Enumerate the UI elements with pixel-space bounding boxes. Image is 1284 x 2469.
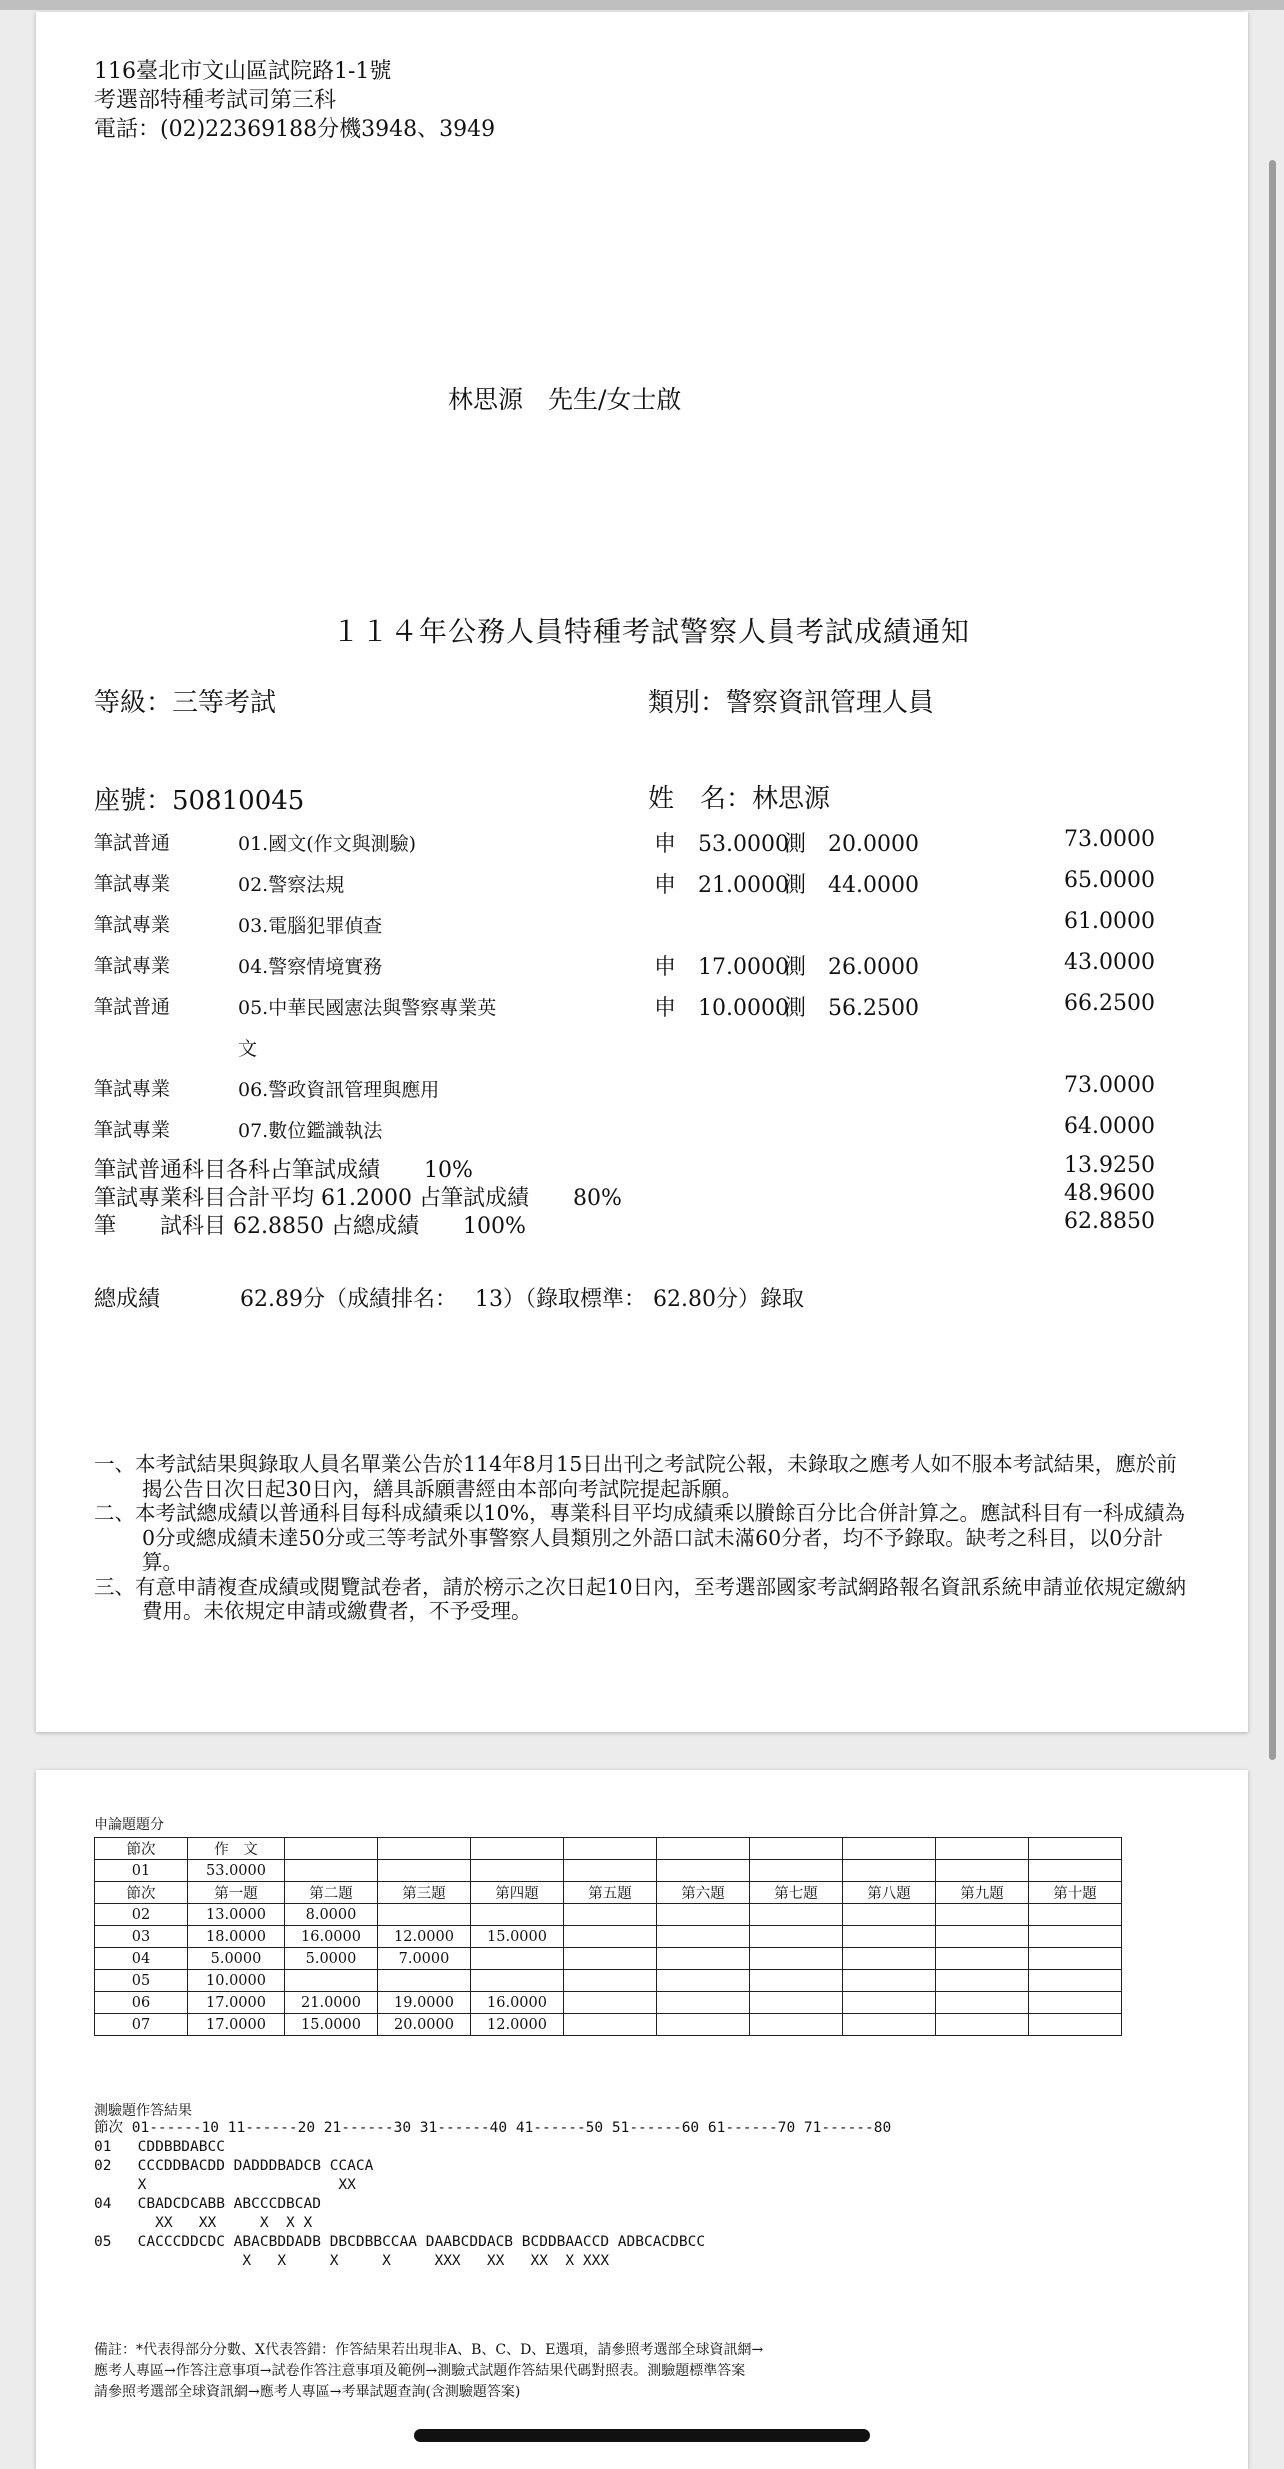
table-cell: 8.0000: [285, 1904, 378, 1926]
subject-type: 筆試普通: [94, 832, 171, 854]
test-line: 04 CBADCDCABB ABCCCDBCAD: [94, 2196, 321, 2212]
candidate-name: 姓 名：林思源: [648, 784, 831, 814]
table-cell: 06: [95, 1992, 188, 2014]
exam-category: 類別：警察資訊管理人員: [648, 688, 935, 718]
subject-type: 筆試專業: [94, 955, 171, 977]
table-header-row: [95, 1882, 1122, 1904]
table-cell: 作 文: [188, 1838, 285, 1860]
test-score: 測 56.2500: [784, 996, 919, 1021]
table-cell: [285, 1970, 378, 1992]
subject-name: 05.中華民國憲法與警察專業英: [238, 997, 497, 1019]
column-header: 第三題: [378, 1882, 471, 1904]
table-cell: 7.0000: [378, 1948, 471, 1970]
essay-score: 申 21.0000: [654, 873, 789, 898]
table-cell: 17.0000: [188, 2014, 285, 2036]
table-cell: [936, 2014, 1029, 2036]
vertical-scrollbar[interactable]: [1269, 160, 1276, 1760]
table-row: [95, 1992, 1122, 2014]
subject-type: 筆試專業: [94, 914, 171, 936]
table-cell: 18.0000: [188, 1926, 285, 1948]
table-cell: [936, 1948, 1029, 1970]
essay-score: 申 10.0000: [654, 996, 789, 1021]
table-cell: [1029, 1904, 1122, 1926]
subject-name-continued: 文: [238, 1038, 258, 1060]
table-cell: 53.0000: [188, 1860, 285, 1882]
table-cell: 16.0000: [471, 1992, 564, 2014]
essay-score: 申 53.0000: [654, 832, 789, 857]
home-indicator[interactable]: [414, 2429, 870, 2442]
table-cell: 12.0000: [378, 1926, 471, 1948]
table-cell: [1029, 1992, 1122, 2014]
table-cell: 05: [95, 1970, 188, 1992]
test-results-title: 測驗題作答結果: [94, 2103, 192, 2119]
table-cell: [471, 1904, 564, 1926]
table-cell: [657, 1948, 750, 1970]
test-line: X X X X XXX XX XX X XXX: [94, 2253, 610, 2269]
table-cell: [1029, 1970, 1122, 1992]
note-item: 三、有意申請複查成績或閱覽試卷者，請於榜示之次日起10日內，至考選部國家考試網路報名資訊系統申請並依規定繳納費用。未依規定申請或繳費者，不予受理。: [94, 1574, 1187, 1623]
essay-scores-title: 申論題題分: [94, 1817, 164, 1833]
test-line: XX XX X X X: [94, 2215, 313, 2231]
table-cell: 07: [95, 2014, 188, 2036]
summary-label: 筆 試科目 62.8850 占總成績 100%: [94, 1214, 526, 1239]
document-page-2: [36, 1770, 1248, 2469]
subject-total: 73.0000: [1064, 827, 1155, 852]
table-cell: [564, 1970, 657, 1992]
note-item: 二、本考試總成績以普通科目每科成績乘以10%，專業科目平均成績乘以賸餘百分比合併計算之。應試科目有一科成績為0分或總成績未達50分或三等考試外事警察人員類別之外語口試未滿60分者，均不予錄取。缺考之科目，以0分計算。: [94, 1501, 1186, 1574]
table-cell: 21.0000: [285, 1992, 378, 2014]
summary-value: 62.8850: [1064, 1209, 1155, 1234]
subject-name: 07.數位鑑識執法: [238, 1120, 383, 1142]
table-row: [95, 2014, 1122, 2036]
table-cell: 02: [95, 1904, 188, 1926]
table-cell: [378, 1904, 471, 1926]
notice-title: １１４年公務人員特種考試警察人員考試成績通知: [332, 615, 971, 648]
table-cell: 5.0000: [188, 1948, 285, 1970]
table-row: [95, 1838, 1122, 1860]
column-header: 第七題: [750, 1882, 843, 1904]
test-score: 測 20.0000: [784, 832, 919, 857]
essay-scores-table: [94, 1837, 1122, 2036]
table-cell: [843, 1904, 936, 1926]
table-row: [95, 1948, 1122, 1970]
remark-line: 應考人專區→作答注意事項→試卷作答注意事項及範例→測驗式試題作答結果代碼對照表。測驗題標準答案: [94, 2363, 746, 2379]
table-cell: [936, 1926, 1029, 1948]
table-cell: [936, 1992, 1029, 2014]
remark-line: 請參照考選部全球資訊網→應考人專區→考畢試題查詢(含測驗題答案): [94, 2384, 521, 2400]
document-page-1: [36, 12, 1248, 1732]
subject-total: 43.0000: [1064, 950, 1155, 975]
addressee: 林思源 先生/女士啟: [448, 385, 682, 414]
column-header: 第九題: [936, 1882, 1029, 1904]
subject-type: 筆試專業: [94, 1078, 171, 1100]
subject-total: 61.0000: [1064, 909, 1155, 934]
subject-total: 65.0000: [1064, 868, 1155, 893]
table-row: [95, 1904, 1122, 1926]
test-line: 節次 01------10 11------20 21------30 31------40 41------50 51------60 61------70 71------80: [94, 2120, 892, 2136]
table-cell: [657, 1904, 750, 1926]
table-cell: 15.0000: [471, 1926, 564, 1948]
subject-name: 04.警察情境實務: [238, 956, 383, 978]
column-header: 第四題: [471, 1882, 564, 1904]
table-cell: 10.0000: [188, 1970, 285, 1992]
subject-name: 01.國文(作文與測驗): [238, 833, 417, 855]
remark-line: 備註：*代表得部分分數、X代表答錯：作答結果若出現非A、B、C、D、E選項，請參照考選部全球資訊網→: [94, 2342, 764, 2358]
subject-type: 筆試專業: [94, 873, 171, 895]
exam-grade: 等級：三等考試: [94, 688, 277, 718]
table-cell: 節次: [95, 1838, 188, 1860]
subject-type: 筆試專業: [94, 1119, 171, 1141]
table-cell: [936, 1904, 1029, 1926]
sender-address: 116臺北市文山區試院路1-1號: [94, 59, 392, 84]
summary-value: 13.9250: [1064, 1153, 1155, 1178]
column-header: 第一題: [188, 1882, 285, 1904]
table-cell: 13.0000: [188, 1904, 285, 1926]
table-cell: [843, 1948, 936, 1970]
table-cell: [843, 2014, 936, 2036]
table-cell: [564, 1948, 657, 1970]
table-cell: 16.0000: [285, 1926, 378, 1948]
table-cell: 15.0000: [285, 2014, 378, 2036]
table-cell: 5.0000: [285, 1948, 378, 1970]
subject-name: 02.警察法規: [238, 874, 345, 896]
table-cell: [378, 1970, 471, 1992]
table-cell: [750, 1992, 843, 2014]
table-cell: [564, 1904, 657, 1926]
sender-office: 考選部特種考試司第三科: [94, 88, 337, 113]
column-header: 第六題: [657, 1882, 750, 1904]
subject-total: 73.0000: [1064, 1073, 1155, 1098]
overall-score-value: 62.89分（成績排名： 13）（錄取標準： 62.80分）錄取: [240, 1287, 804, 1312]
column-header: 第八題: [843, 1882, 936, 1904]
table-cell: [843, 1970, 936, 1992]
table-cell: 17.0000: [188, 1992, 285, 2014]
subject-name: 06.警政資訊管理與應用: [238, 1079, 440, 1101]
table-cell: [843, 1992, 936, 2014]
test-results-block: [94, 2119, 891, 2271]
column-header: 節次: [95, 1882, 188, 1904]
table-cell: [750, 2014, 843, 2036]
table-cell: [564, 2014, 657, 2036]
table-cell: [657, 2014, 750, 2036]
test-score: 測 44.0000: [784, 873, 919, 898]
notes-section: [94, 1452, 1194, 1624]
table-cell: [564, 1992, 657, 2014]
table-cell: [657, 1926, 750, 1948]
test-line: 02 CCCDDBACDD DADDDBADCB CCACA: [94, 2158, 374, 2174]
column-header: 第二題: [285, 1882, 378, 1904]
column-header: 第五題: [564, 1882, 657, 1904]
table-cell: [1029, 2014, 1122, 2036]
table-cell: [471, 1948, 564, 1970]
test-line: X XX: [94, 2177, 356, 2193]
table-cell: [564, 1926, 657, 1948]
overall-score-label: 總成績: [94, 1287, 161, 1312]
table-cell: [657, 1992, 750, 2014]
table-row: [95, 1970, 1122, 1992]
subject-name: 03.電腦犯罪偵查: [238, 915, 383, 937]
summary-label: 筆試專業科目合計平均 61.2000 占筆試成績 80%: [94, 1186, 622, 1211]
subject-type: 筆試普通: [94, 996, 171, 1018]
window-top-bar: [0, 0, 1284, 10]
table-cell: 12.0000: [471, 2014, 564, 2036]
table-cell: [750, 1904, 843, 1926]
sender-phone: 電話：(02)22369188分機3948、3949: [94, 117, 496, 142]
table-cell: [657, 1970, 750, 1992]
remark-section: [94, 2340, 763, 2403]
subject-total: 66.2500: [1064, 991, 1155, 1016]
test-score: 測 26.0000: [784, 955, 919, 980]
table-cell: 20.0000: [378, 2014, 471, 2036]
table-row: [95, 1860, 1122, 1882]
table-cell: [471, 1970, 564, 1992]
essay-score: 申 17.0000: [654, 955, 789, 980]
subject-total: 64.0000: [1064, 1114, 1155, 1139]
table-cell: [1029, 1926, 1122, 1948]
seat-number: 座號：50810045: [94, 786, 305, 816]
table-row: [95, 1926, 1122, 1948]
table-cell: [843, 1926, 936, 1948]
table-cell: 03: [95, 1926, 188, 1948]
column-header: 第十題: [1029, 1882, 1122, 1904]
note-item: 一、本考試結果與錄取人員名單業公告於114年8月15日出刊之考試院公報，未錄取之應考人如不服本考試結果，應於前揭公告日次日起30日內，繕具訴願書經由本部向考試院提起訴願。: [94, 1452, 1177, 1501]
summary-value: 48.9600: [1064, 1181, 1155, 1206]
summary-label: 筆試普通科目各科占筆試成績 10%: [94, 1158, 473, 1183]
table-cell: 04: [95, 1948, 188, 1970]
table-cell: [1029, 1948, 1122, 1970]
table-cell: [750, 1948, 843, 1970]
table-cell: [750, 1926, 843, 1948]
table-cell: 01: [95, 1860, 188, 1882]
table-cell: [936, 1970, 1029, 1992]
table-cell: [750, 1970, 843, 1992]
test-line: 05 CACCCDDCDC ABACBDDADB DBCDBBCCAA DAABCDDACB BCDDBAACCD ADBCACDBCC: [94, 2234, 706, 2250]
test-line: 01 CDDBBDABCC: [94, 2139, 225, 2155]
table-cell: 19.0000: [378, 1992, 471, 2014]
